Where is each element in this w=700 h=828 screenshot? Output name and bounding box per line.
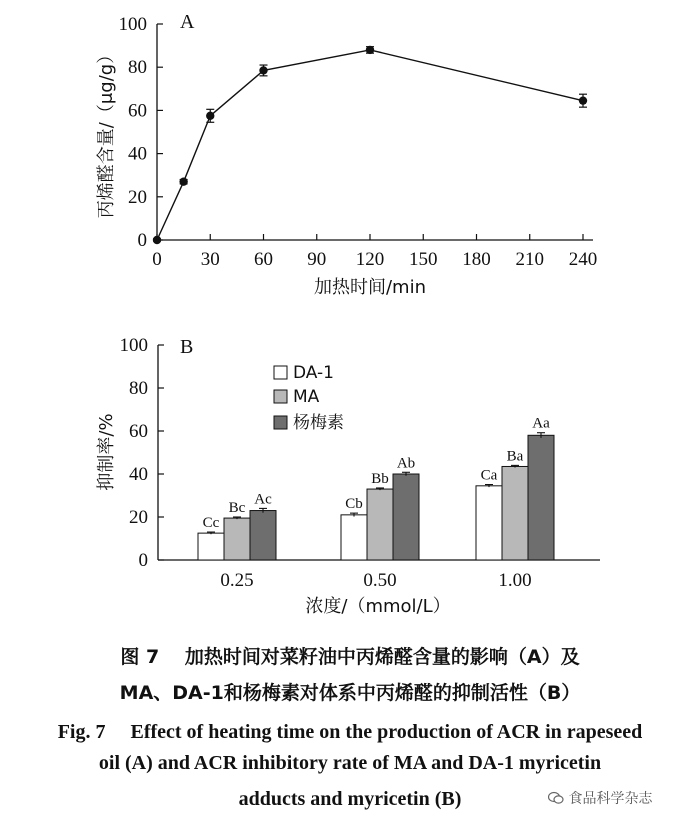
caption-en-line-1: Fig. 7 Effect of heating time on the production of ACR in rapeseed bbox=[57, 721, 643, 743]
chart-b-data-label: Ac bbox=[254, 491, 272, 508]
chart-b-y-tick-label: 40 bbox=[129, 464, 148, 485]
watermark-text: 食品科学杂志 bbox=[568, 791, 653, 807]
chart-b-bar bbox=[250, 511, 276, 560]
caption-cn-line-1: 图 7 加热时间对菜籽油中丙烯醛含量的影响（A）及 bbox=[120, 646, 580, 668]
chart-a-x-tick-label: 90 bbox=[307, 249, 327, 270]
chart-b-legend-label: 杨梅素 bbox=[293, 413, 344, 433]
chart-b-data-label: Ca bbox=[480, 467, 498, 484]
wechat-icon bbox=[548, 791, 564, 805]
chart-b-data-label: Bb bbox=[371, 470, 389, 487]
chart-a-x-tick-label: 210 bbox=[515, 249, 544, 270]
chart-b-bar bbox=[224, 518, 250, 560]
chart-b-data-label: Cb bbox=[345, 496, 363, 513]
chart-a-x-tick-label: 240 bbox=[568, 249, 598, 270]
chart-a bbox=[96, 11, 597, 298]
chart-b-legend-label: MA bbox=[293, 387, 320, 407]
chart-b-legend-swatch bbox=[274, 366, 287, 379]
chart-b-panel-label: B bbox=[180, 336, 194, 358]
chart-b-y-tick-label: 20 bbox=[129, 507, 148, 528]
caption-en-line-2: oil (A) and ACR inhibitory rate of MA and DA-1 myricetin bbox=[98, 752, 602, 774]
caption-en-line-3: adducts and myricetin (B) bbox=[238, 788, 462, 810]
chart-a-y-tick-label: 60 bbox=[128, 100, 147, 122]
chart-b-bar bbox=[502, 466, 528, 560]
chart-b-x-tick-label: 0.50 bbox=[363, 570, 397, 591]
chart-a-x-tick-label: 60 bbox=[254, 249, 273, 270]
chart-b-x-tick-label: 1.00 bbox=[498, 570, 532, 591]
chart-b-legend-swatch bbox=[274, 416, 287, 429]
chart-b-x-axis-label: 浓度/（mmol/L） bbox=[305, 596, 451, 617]
chart-a-data-point bbox=[259, 66, 267, 74]
chart-a-y-axis-label: 丙烯醛含量/（μg/g） bbox=[96, 45, 117, 219]
chart-b-legend-swatch bbox=[274, 390, 287, 403]
watermark bbox=[548, 788, 652, 808]
chart-a-y-tick-label: 80 bbox=[128, 57, 147, 79]
chart-a-data-point bbox=[206, 112, 214, 120]
chart-a-y-tick-label: 40 bbox=[128, 143, 147, 165]
chart-a-series-line bbox=[157, 50, 583, 240]
chart-b-y-tick-label: 100 bbox=[119, 335, 148, 356]
chart-a-x-tick-label: 180 bbox=[462, 249, 491, 270]
chart-b-y-tick-label: 80 bbox=[129, 378, 148, 399]
chart-a-x-tick-label: 0 bbox=[152, 249, 162, 270]
chart-b-bar bbox=[198, 533, 224, 560]
chart-b-bar bbox=[341, 515, 367, 560]
chart-b-y-tick-label: 0 bbox=[138, 550, 148, 571]
chart-a-y-tick-label: 100 bbox=[118, 14, 147, 35]
chart-b-y-tick-label: 60 bbox=[129, 421, 148, 442]
chart-b-data-label: Cc bbox=[202, 515, 220, 532]
chart-a-y-tick-label: 0 bbox=[137, 230, 147, 251]
chart-b-legend-label: DA-1 bbox=[293, 363, 334, 383]
chart-b-data-label: Ba bbox=[506, 448, 524, 465]
chart-b-y-axis-label: 抑制率/% bbox=[96, 413, 117, 491]
chart-b-bar bbox=[528, 435, 554, 560]
chart-a-data-point bbox=[153, 236, 161, 244]
chart-b-bar bbox=[476, 486, 502, 560]
chart-b-bar bbox=[367, 489, 393, 560]
chart-a-x-tick-label: 150 bbox=[409, 249, 438, 270]
chart-a-data-point bbox=[579, 96, 587, 104]
chart-a-x-tick-label: 120 bbox=[355, 249, 385, 270]
chart-a-x-axis-label: 加热时间/min bbox=[313, 277, 427, 298]
chart-b bbox=[96, 335, 600, 617]
chart-b-data-label: Bc bbox=[228, 500, 246, 516]
chart-a-panel-label: A bbox=[180, 11, 195, 33]
caption-cn-line-2: MA、DA-1和杨梅素对体系中丙烯醛的抑制活性（B） bbox=[119, 682, 581, 704]
chart-a-data-point bbox=[366, 46, 374, 54]
chart-b-data-label: Aa bbox=[532, 415, 550, 432]
chart-a-y-tick-label: 20 bbox=[128, 186, 147, 208]
chart-b-data-label: Ab bbox=[396, 455, 416, 472]
chart-a-data-point bbox=[179, 177, 187, 185]
chart-b-x-tick-label: 0.25 bbox=[220, 570, 254, 591]
chart-a-x-tick-label: 30 bbox=[200, 249, 220, 270]
chart-b-bar bbox=[393, 474, 419, 560]
